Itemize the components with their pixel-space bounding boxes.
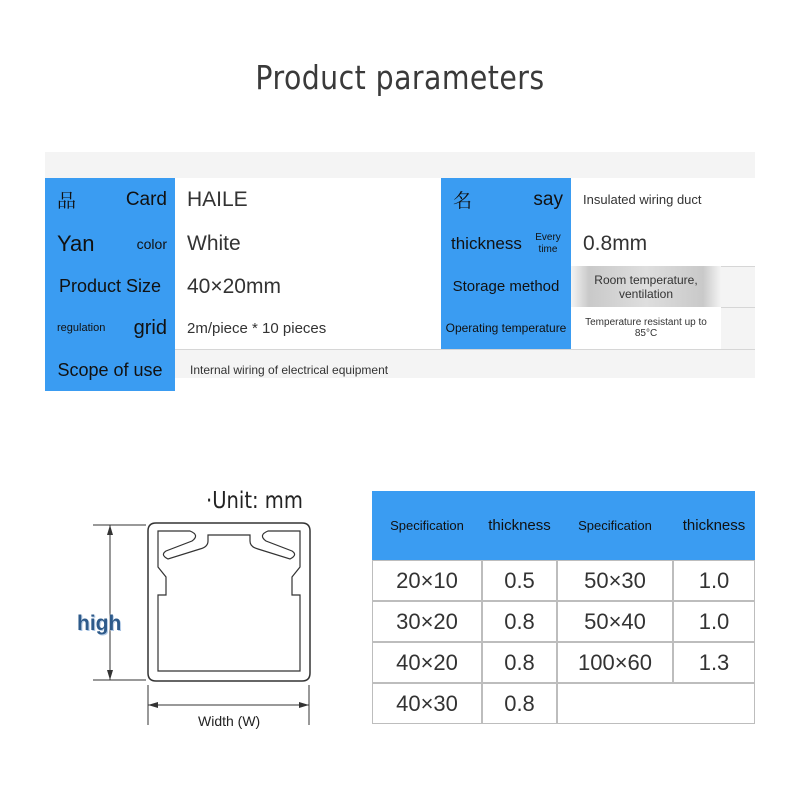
param-label-scope (45, 349, 175, 391)
param-row (45, 221, 755, 267)
label-part: Storage method (452, 278, 560, 295)
param-row (45, 178, 755, 222)
param-label-color (45, 221, 175, 266)
spec-cell-empty (557, 683, 755, 724)
param-row (45, 307, 755, 350)
param-value-size: 40×20mm (175, 266, 441, 307)
spec-cell: 50×40 (557, 601, 673, 642)
spec-cell: 0.8 (482, 683, 557, 724)
param-value-storage: Room temperature, ventilation (571, 266, 721, 307)
label-part: Yan (57, 230, 95, 256)
label-part: Product Size (58, 276, 162, 296)
label-part: regulation (57, 322, 106, 334)
product-parameters-table (45, 152, 755, 378)
label-part: Every time (535, 231, 561, 255)
spec-cell: 30×20 (372, 601, 482, 642)
spec-cell: 1.3 (673, 642, 755, 683)
param-row (45, 266, 755, 308)
param-value-color: White (175, 221, 441, 266)
label-part: say (533, 188, 563, 210)
param-value-thickness: 0.8mm (571, 221, 755, 266)
spec-cell: 100×60 (557, 642, 673, 683)
spec-cell: 50×30 (557, 560, 673, 601)
label-part: Card (125, 188, 167, 210)
spec-cell: 1.0 (673, 560, 755, 601)
unit-label: ·Unit: mm (206, 488, 303, 514)
param-label-storage (441, 266, 571, 307)
spec-table-header (372, 491, 755, 560)
spec-cell: 0.8 (482, 642, 557, 683)
param-value-spec: 2m/piece * 10 pieces (175, 307, 441, 349)
param-value-brand: HAILE (175, 178, 441, 221)
spec-header-cell: Specification (390, 518, 464, 533)
label-part: Operating temperature (445, 321, 567, 335)
width-label: Width (W) (198, 713, 261, 729)
param-value-operating-temp: Temperature resistant up to 85°C (571, 307, 721, 349)
label-part: thickness (451, 233, 522, 253)
param-value-scope: Internal wiring of electrical equipment (190, 363, 389, 377)
spec-cell: 1.0 (673, 601, 755, 642)
param-label-name (441, 178, 571, 221)
spec-header-cell: thickness (682, 517, 746, 534)
label-part: Scope of use (57, 359, 163, 380)
spec-cell: 40×30 (372, 683, 482, 724)
spec-table-body (372, 560, 755, 724)
spec-cell: 0.8 (482, 601, 557, 642)
spec-cell: 20×10 (372, 560, 482, 601)
spec-cell: 40×20 (372, 642, 482, 683)
param-row (45, 349, 755, 391)
spec-cell: 0.5 (482, 560, 557, 601)
spec-header-cell: Specification (578, 518, 652, 533)
label-part: 名 (453, 191, 473, 212)
label-part: color (136, 235, 167, 252)
height-label: high (77, 612, 122, 635)
param-label-operating-temp (441, 307, 571, 349)
param-label-thickness (441, 221, 571, 266)
param-label-brand (45, 178, 175, 221)
page-title: Product parameters (255, 58, 545, 97)
label-part: grid (133, 316, 167, 339)
label-part: 品 (57, 191, 77, 212)
spec-header-cell: thickness (488, 517, 551, 534)
param-value-name: Insulated wiring duct (571, 178, 755, 221)
param-label-size (45, 266, 175, 307)
param-label-spec (45, 307, 175, 349)
